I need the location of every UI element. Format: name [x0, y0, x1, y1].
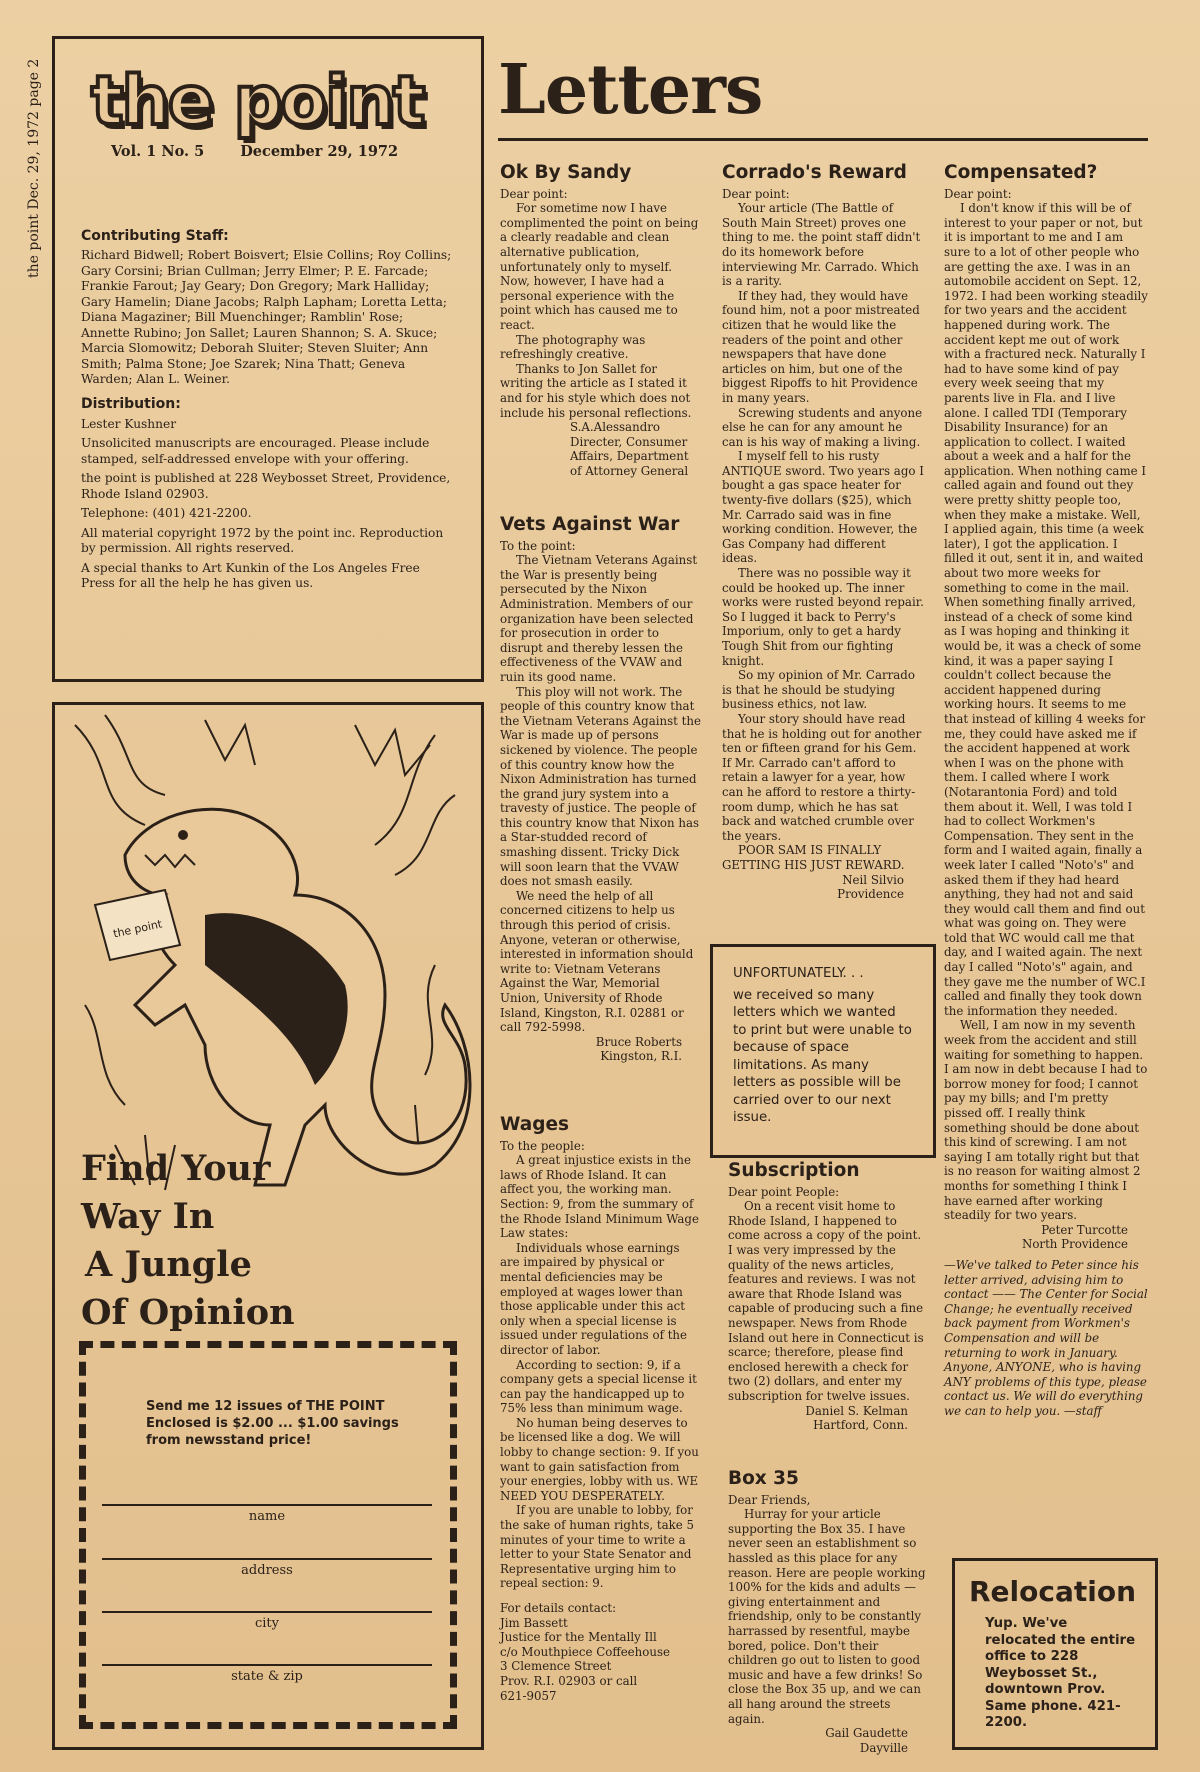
- signature: Kingston, R.I.: [600, 1049, 682, 1064]
- signature: Dayville: [859, 1740, 908, 1755]
- letter-title: Subscription: [728, 1160, 860, 1181]
- ad-headline: [81, 1145, 461, 1337]
- letter-compensated: [944, 162, 1148, 1418]
- signature: Affairs, Department: [570, 449, 689, 464]
- paragraph: The photography was refreshingly creative.: [500, 332, 646, 362]
- thanks: A special thanks to Art Kunkin of the Los Angeles Free Press for all the help he has given us.: [81, 560, 420, 590]
- salutation: Dear point:: [722, 186, 790, 201]
- paragraph: Your article (The Battle of South Main Street) proves one thing to me. the point staff didn't do its homework before interviewing Mr. Carrado. Which is a rarity.: [722, 201, 921, 289]
- paragraph: No human being deserves to be licensed like a dog. We will lobby to change section: 9. If you want to gain satisfaction from your energies, lobby with us. WE NEED YOU DESPERATELY.: [500, 1415, 699, 1503]
- paragraph: On a recent visit home to Rhode Island, I happened to come across a copy of the point. I was very impressed by the quality of the news articles, features and reviews. I was not aware that Rhode Island was capable of producing such a fine newspaper. News from Rhode Island out here in Connecticut is scarce; therefore, please find enclosed herewith a check for two (2) dollars, and enter my subscription for twelve issues.: [728, 1199, 924, 1403]
- signature: Daniel S. Kelman: [805, 1403, 908, 1418]
- paragraph: I myself fell to his rusty ANTIQUE sword. Two years ago I bought a gas space heater for twenty-five dollars ($25), which Mr. Carrado said was in fine working condition. However, the Gas Company had different ideas.: [722, 449, 924, 566]
- letter-vets-against-war: [500, 514, 702, 1064]
- name-field[interactable]: name: [102, 1504, 432, 1524]
- issue-date: December 29, 1972: [240, 143, 399, 160]
- paragraph: If you are unable to lobby, for the sake of human rights, take 5 minutes of your time to write a letter to your State Senator and Representative urging him to repeal section: 9.: [500, 1503, 695, 1591]
- paragraph: According to section: 9, if a company gets a special license it can pay the handicapped up to 75% less than minimum wage.: [500, 1357, 697, 1416]
- publisher-address: the point is published at 228 Weybosset Street, Providence, Rhode Island 02903.: [81, 471, 451, 501]
- sidebar-text: the point Dec. 29, 1972 page 2: [26, 58, 42, 278]
- staff-list: Richard Bidwell; Robert Boisvert; Elsie Collins; Roy Collins; Gary Corsini; Brian Cullman; Jerry Elmer; P. E. Farcade; Frankie Farout; Jay Geary; Don Gregory; Mark Halliday; Gary Hamelin; Diane Jacobs; Ralph Lapham; Loretta Letta; Diana Magaziner; Bill Muenchinger; Ramblin' Rose; Annette Rubino; Jon Sallet; Lauren Shannon; S. A. Skuce; Marcia Slomowitz; Deborah Sluiter; Steven Sluiter; Ann Smith; Palma Stone; Joe Szarek; Nina Thatt; Geneva Warden; Alan L. Weiner.: [81, 248, 452, 386]
- issue-info: [111, 143, 455, 160]
- signature: Gail Gaudette: [825, 1726, 908, 1741]
- relocation-box: [952, 1558, 1158, 1750]
- paragraph: The Vietnam Veterans Against the War is presently being persecuted by the Nixon Administration. Members of our organization have been selected for prosecution in order to disrupt and thereby lessen the effectiveness of the VVAW and ruin its good name.: [500, 553, 698, 684]
- relocation-text: Yup. We've relocated the entire office to 228 Weybosset St., downtown Prov. Same phone. 421-2200.: [985, 1616, 1136, 1730]
- letter-title: Wages: [500, 1114, 570, 1135]
- signature: S.A.Alessandro: [570, 420, 660, 435]
- title-rule: [498, 138, 1148, 141]
- contact-line: Justice for the Mentally Ill: [500, 1630, 657, 1645]
- contact-line: Prov. R.I. 02903 or call: [500, 1673, 638, 1688]
- letter-corrados-reward: [722, 162, 924, 902]
- letter-subscription: [728, 1160, 928, 1433]
- letter-title: Vets Against War: [500, 514, 680, 535]
- manuscripts-note: Unsolicited manuscripts are encouraged. Please include stamped, self-addressed envelope with your offering.: [81, 436, 430, 466]
- subscription-coupon[interactable]: [79, 1341, 457, 1729]
- unfortunately-box: [710, 944, 936, 1158]
- salutation: Dear point:: [944, 186, 1012, 201]
- paragraph: This ploy will not work. The people of this country know that the Vietnam Veterans Against the War is made up of persons sickened by violence. The people of this country know how the Nixon Administration has turned the grand jury system into a travesty of justice. The people of this country know that Nixon has a Star-studded record of smashing dissent. Tricky Dick will soon learn that the VVAW does not smash easily.: [500, 684, 701, 889]
- paragraph: Thanks to Jon Sallet for writing the article as I stated it and for his style which does not include his personal reflections.: [500, 361, 692, 420]
- paragraph: POOR SAM IS FINALLY GETTING HIS JUST REWARD.: [722, 843, 905, 872]
- signature: Peter Turcotte: [1041, 1222, 1128, 1237]
- headline-line: Of Opinion: [81, 1292, 295, 1333]
- distribution-heading: Distribution:: [81, 395, 181, 412]
- page-sidebar-label: [14, 30, 48, 290]
- paragraph: We need the help of all concerned citizens to help us through this period of crisis. Anyone, veteran or otherwise, interested in information should write to: Vietnam Veterans Against the War, Memorial Union, University of Rhode Island, Kingston, R.I. 02881 or call 792-5998.: [500, 888, 694, 1035]
- contact-line: Jim Bassett: [500, 1615, 568, 1630]
- staff-heading: Contributing Staff:: [81, 228, 229, 244]
- paragraph: Well, I am now in my seventh week from the accident and still waiting for something to happen. I am now in debt because I had to borrow money for food; I cannot pay my bills; and I'm pretty pissed off. I really think something should be done about this kind of screwing. I am not saying I am totally right but that is no reason for waiting almost 2 months for something I think I have earned after working steadily for two years.: [944, 1018, 1148, 1223]
- signature: Hartford, Conn.: [813, 1418, 908, 1433]
- copyright: All material copyright 1972 by the point inc. Reproduction by permission. All rights reserved.: [81, 525, 444, 555]
- paragraph: Hurray for your article supporting the Box 35. I have never seen an establishment so hassled as this place for any reason. Here are people working 100% for the kids and adults — giving entertainment and friendship, only to be constantly harrassed by resentful, maybe bored, police. Don't their children go out to listen to good music and have a few drinks! So close the Box 35 up, and we can all hang around the streets again.: [728, 1507, 926, 1726]
- paragraph: So my opinion of Mr. Carrado is that he should be studying business ethics, not law.: [722, 668, 915, 712]
- relocation-title: Relocation: [969, 1575, 1137, 1608]
- dinosaur-illustration: [55, 705, 481, 1205]
- signature: North Providence: [1022, 1237, 1128, 1252]
- letter-ok-by-sandy: [500, 162, 702, 478]
- signature: Directer, Consumer: [570, 434, 688, 449]
- section-title: Letters: [498, 50, 763, 130]
- volume-number: Vol. 1 No. 5: [111, 143, 205, 160]
- unfortunately-text: we received so many letters which we wanted to print but were unable to because of space limitations. As many letters as possible will be carried over to our next issue.: [733, 987, 912, 1125]
- letter-title: Box 35: [728, 1468, 799, 1489]
- paragraph: A great injustice exists in the laws of Rhode Island. It can affect you, the working man. Section: 9, from the summary of the Rhode Island Minimum Wage Law states:: [500, 1153, 699, 1241]
- headline-line: Find Your: [81, 1148, 271, 1189]
- paragraph: There was no possible way it could be hooked up. The inner works were rusted beyond repair. So I lugged it back to Perry's Imporium, only to get a hardy Tough Shit from our fighting knight.: [722, 566, 924, 668]
- city-field[interactable]: city: [102, 1611, 432, 1631]
- salutation: Dear point People:: [728, 1184, 840, 1199]
- contact-line: For details contact:: [500, 1601, 617, 1615]
- contact-line: 3 Clemence Street: [500, 1659, 612, 1674]
- paragraph: I don't know if this will be of interest to your paper or not, but it is important to me and I am sure to a lot of other people who are getting the axe. I was in an automobile accident on Sept. 12, 1972. I had been working steadily for two years and the accident happened during work. The accident kept me out of work with a fractured neck. Naturally I had to have some kind of pay every week seeing that my parents live in Fla. and I live alone. I called TDI (Temporary Disability Insurance) for an application to collect. I waited about a week and a half for the application. When nothing came I called again and found out they were pretty shitty people too, when they make a mistake. Well, I applied again, this time (a week later), I got the application. I filled it out, sent it in, and waited about two more weeks for something to come in the mail. When something finally arrived, instead of a check of some kind as I was hoping and thinking it would be, it was a check of some kind, it was a paper saying I couldn't collect because the accident happened during working hours. It seems to me that instead of killing 4 weeks for me, they could have asked me if the accident happened at work when I was on the phone with them. I called where I work (Notarantonia Ford) and told them about it. Well, I was told I had to collect Workmen's Compensation. They sent in the form and I waited again, finally a week later I called "Noto's" and asked them if they had heard anything, they had not and said they would call them and find out what was going on. They were told that WC would call me that day, and I waited again. The next day I called "Noto's" again, and they gave me the number of WC.I called and finally they took down the information they needed.: [944, 201, 1148, 1018]
- headline-line: Way In: [81, 1196, 215, 1237]
- letter-wages: [500, 1114, 702, 1703]
- svg-text:the point: the point: [112, 917, 164, 941]
- paragraph: If they had, they would have found him, not a poor mistreated citizen that he would like the readers of the point and other newspapers that have done articles on him, but one of the biggest Ripoffs to hit Providence in many years.: [722, 288, 920, 405]
- paragraph: Individuals whose earnings are impaired by physical or mental deficiencies may be employed at wages lower than those applicable under this act only when a special license is issued under regulations of the director of labor.: [500, 1240, 688, 1357]
- salutation: Dear Friends,: [728, 1492, 811, 1507]
- salutation: To the people:: [500, 1138, 585, 1153]
- letter-title: Compensated?: [944, 162, 1098, 183]
- logo: the point: [91, 62, 424, 141]
- signature: Bruce Roberts: [595, 1034, 682, 1049]
- contact-line: c/o Mouthpiece Coffeehouse: [500, 1644, 671, 1659]
- paragraph: For sometime now I have complimented the point on being a clearly readable and clean alternative publication, unfortunately only to myself. Now, however, I have had a personal experience with the point which has caused me to react.: [500, 201, 699, 332]
- staff-note: —We've talked to Peter since his letter arrived, advising him to contact —— The Center for Social Change; he eventually received back payment from Workmen's Compensation and will be returning to work in January. Anyone, ANYONE, who is having ANY problems of this type, please contact us. We will do everything we can to help you. —staff: [944, 1257, 1148, 1418]
- contact-line: 621-9057: [500, 1688, 557, 1703]
- salutation: Dear point:: [500, 186, 568, 201]
- unfortunately-title: UNFORTUNATELY. . .: [733, 966, 864, 981]
- paragraph: Screwing students and anyone else he can for any amount he can is his way of making a living.: [722, 405, 923, 449]
- headline-line: A Jungle: [85, 1244, 252, 1285]
- telephone: Telephone: (401) 421-2200.: [81, 506, 252, 520]
- signature: Providence: [837, 887, 904, 902]
- distribution-name: Lester Kushner: [81, 416, 177, 431]
- letter-title: Ok By Sandy: [500, 162, 632, 183]
- letter-title: Corrado's Reward: [722, 162, 907, 183]
- state-zip-field[interactable]: state & zip: [102, 1664, 432, 1684]
- subscription-ad: [52, 702, 484, 1750]
- paragraph: Your story should have read that he is holding out for another ten or fifteen grand for his Gem. If Mr. Carrado can't afford to retain a lawyer for a year, how can he afford to restore a thirty-room dump, which he has sat back and watched crumble over the years.: [722, 711, 922, 843]
- letter-box-35: [728, 1468, 928, 1755]
- masthead-box: [52, 36, 484, 682]
- address-field[interactable]: address: [102, 1558, 432, 1578]
- signature: Neil Silvio: [842, 872, 904, 887]
- salutation: To the point:: [500, 538, 576, 553]
- coupon-offer: Send me 12 issues of THE POINT Enclosed is $2.00 ... $1.00 savings from newsstand price!: [146, 1399, 399, 1448]
- signature: of Attorney General: [570, 463, 689, 478]
